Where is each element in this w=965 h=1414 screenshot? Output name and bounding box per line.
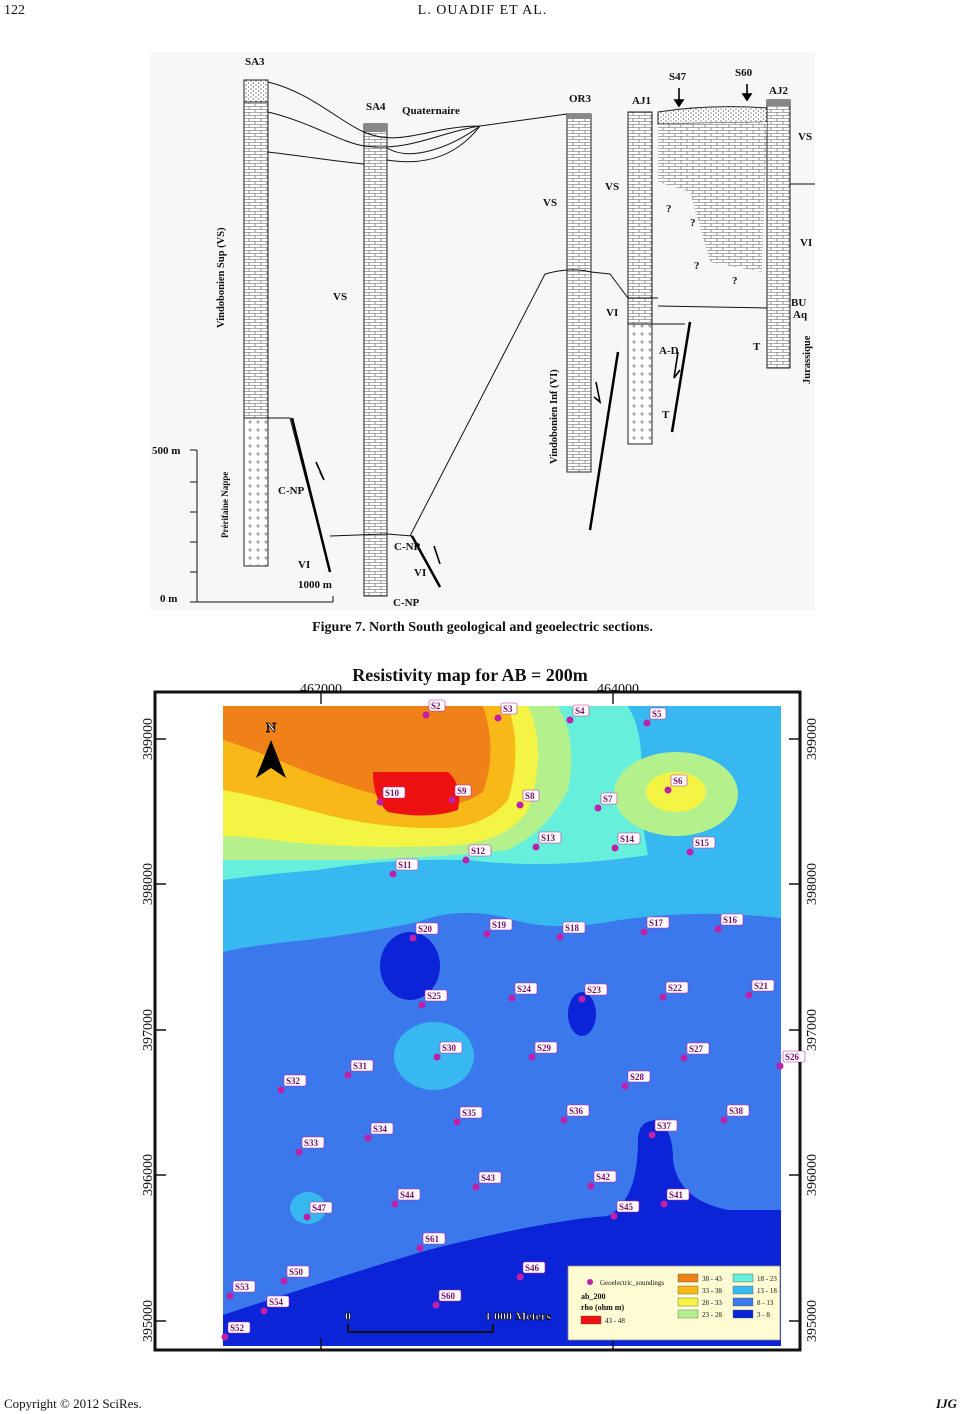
sounding-label: S20: [418, 924, 433, 934]
figure7-caption: Figure 7. North South geological and geoelectric sections.: [312, 620, 653, 635]
sounding-label: S6: [673, 776, 683, 786]
sounding-label: S42: [596, 1172, 611, 1182]
borehole-label-sa3: SA3: [245, 56, 265, 68]
sounding-point-icon: [434, 1054, 441, 1061]
label-prerifaine-nappe: Prérifaine Nappe: [220, 471, 230, 538]
sounding-point-icon: [595, 805, 602, 812]
question-3: ?: [694, 260, 700, 272]
resistivity-map: [128, 660, 818, 1358]
label-t-1: T: [662, 409, 670, 421]
sounding-point-icon: [417, 1245, 424, 1252]
borehole-label-s47: S47: [669, 71, 687, 83]
label-ad: A-D: [659, 345, 679, 357]
sounding-label: S10: [385, 788, 400, 798]
map-legend: [568, 1266, 780, 1340]
sounding-point-icon: [463, 857, 470, 864]
page-number: 122: [4, 3, 25, 18]
y-tick-right-399000: 399000: [805, 718, 820, 760]
legend-class-8: [733, 1310, 770, 1319]
sounding-label: S19: [492, 920, 507, 930]
sounding-point-icon: [296, 1149, 303, 1156]
sounding-label: S45: [619, 1202, 634, 1212]
sounding-point-icon: [281, 1278, 288, 1285]
question-1: ?: [666, 203, 672, 215]
legend-swatch: [733, 1286, 753, 1294]
sounding-point-icon: [390, 871, 397, 878]
sounding-label: S46: [525, 1263, 540, 1273]
sounding-label: S37: [657, 1121, 672, 1131]
sounding-point-icon: [687, 849, 694, 856]
sounding-label: S38: [729, 1106, 744, 1116]
borehole-aj2-column: [767, 100, 790, 368]
sounding-label: S4: [575, 706, 585, 716]
sounding-label: S9: [457, 786, 467, 796]
legend-swatch: [733, 1310, 753, 1318]
y-tick-right-398000: 398000: [805, 863, 820, 905]
legend-class-label: 23 - 28: [702, 1311, 722, 1319]
legend-swatch: [678, 1298, 698, 1306]
label-vi-3: VI: [606, 307, 619, 319]
y-tick-left-396000: 396000: [141, 1154, 156, 1196]
sounding-label: S50: [289, 1267, 304, 1277]
legend-swatch: [733, 1274, 753, 1282]
label-t-2: T: [753, 341, 761, 353]
sounding-label: S11: [398, 860, 412, 870]
sounding-point-icon: [410, 935, 417, 942]
sounding-point-icon: [641, 929, 648, 936]
sounding-label: S41: [669, 1190, 684, 1200]
sounding-label: S23: [587, 985, 602, 995]
legend-layer: ab_200: [581, 1292, 606, 1301]
y-tick-right-396000: 396000: [805, 1154, 820, 1196]
sounding-label: S26: [785, 1052, 800, 1062]
legend-class-label: 13 - 18: [757, 1287, 777, 1295]
sounding-label: S54: [269, 1297, 284, 1307]
sounding-point-icon: [612, 845, 619, 852]
sounding-point-icon: [622, 1083, 629, 1090]
label-cnp-2: C-NP: [394, 541, 421, 553]
sounding-label: S3: [503, 704, 513, 714]
sounding-label: S12: [471, 846, 486, 856]
question-4: ?: [732, 275, 738, 287]
sounding-label: S21: [754, 981, 769, 991]
sounding-point-icon: [681, 1055, 688, 1062]
label-vindobonien-sup: Vindobonien Sup (VS): [216, 227, 227, 328]
sounding-point-icon: [746, 992, 753, 999]
sounding-label: S30: [442, 1043, 457, 1053]
sounding-point-icon: [509, 995, 516, 1002]
sounding-point-icon: [579, 996, 586, 1003]
sounding-point-icon: [649, 1132, 656, 1139]
sounding-label: S52: [230, 1323, 245, 1333]
journal-abbrev: IJG: [936, 1396, 957, 1411]
sounding-point-icon: [567, 717, 574, 724]
sounding-label: S5: [652, 709, 662, 719]
sounding-label: S28: [630, 1072, 645, 1082]
sounding-point-icon: [423, 712, 430, 719]
sounding-point-icon: [517, 1274, 524, 1281]
sounding-point-icon: [644, 720, 651, 727]
y-tick-left-398000: 398000: [141, 863, 156, 905]
sounding-point-icon: [529, 1054, 536, 1061]
label-vs-1: VS: [333, 291, 348, 303]
sounding-label: S27: [689, 1044, 704, 1054]
sounding-point-icon: [533, 844, 540, 851]
sounding-point-icon: [661, 1201, 668, 1208]
label-vi-1: VI: [298, 559, 311, 571]
legend-class-label: 28 - 33: [702, 1299, 722, 1307]
sounding-label: S44: [400, 1190, 415, 1200]
sounding-point-icon: [588, 1183, 595, 1190]
sounding-point-icon: [304, 1214, 311, 1221]
sounding-point-icon: [473, 1184, 480, 1191]
label-vi-2: VI: [414, 567, 427, 579]
y-tick-right-395000: 395000: [805, 1300, 820, 1342]
y-tick-left-395000: 395000: [141, 1300, 156, 1342]
y-tick-right-397000: 397000: [805, 1009, 820, 1051]
sounding-label: S18: [565, 923, 580, 933]
sounding-label: S36: [569, 1106, 584, 1116]
sounding-point-icon: [495, 715, 502, 722]
sounding-point-icon: [721, 1117, 728, 1124]
geological-section-figure: [150, 52, 815, 610]
sounding-label: S32: [286, 1076, 301, 1086]
sounding-point-icon: [715, 926, 722, 933]
borehole-label-s60: S60: [735, 67, 753, 79]
borehole-or3-column: [567, 114, 591, 472]
sounding-label: S61: [425, 1234, 440, 1244]
sounding-point-icon: [392, 1201, 399, 1208]
legend-class-label: 8 - 13: [757, 1299, 774, 1307]
sounding-label: S16: [723, 915, 738, 925]
sounding-point-icon: [777, 1063, 784, 1070]
sounding-label: S34: [373, 1124, 388, 1134]
sounding-point-icon: [454, 1119, 461, 1126]
scalebar-end: 1 000 Meters: [485, 1309, 551, 1323]
label-bu: BU: [791, 297, 807, 309]
sounding-label: S15: [695, 838, 710, 848]
legend-class-label: 38 - 43: [702, 1275, 722, 1283]
sounding-point-icon: [222, 1334, 229, 1341]
running-title: L. OUADIF ET AL.: [417, 3, 548, 18]
y-tick-left-397000: 397000: [141, 1009, 156, 1051]
legend-field: rho (ohm m): [581, 1303, 625, 1312]
x-tick-464000: 464000: [597, 682, 639, 697]
copyright-text: Copyright © 2012 SciRes.: [4, 1396, 142, 1411]
sounding-point-icon: [365, 1135, 372, 1142]
scale-0m: 0 m: [160, 593, 178, 605]
sounding-label: S31: [353, 1061, 368, 1071]
borehole-label-or3: OR3: [569, 93, 591, 105]
sounding-point-icon: [227, 1293, 234, 1300]
sounding-point-icon: [261, 1308, 268, 1315]
sounding-point-icon: [611, 1213, 618, 1220]
borehole-label-sa4: SA4: [366, 101, 386, 113]
legend-swatch: [733, 1298, 753, 1306]
sounding-label: S2: [431, 701, 441, 711]
x-tick-462000: 462000: [300, 682, 342, 697]
borehole-label-aj2: AJ2: [769, 85, 788, 97]
sounding-point-icon: [449, 797, 456, 804]
sounding-label: S60: [441, 1291, 456, 1301]
sounding-point-icon: [517, 802, 524, 809]
sounding-label: S53: [235, 1282, 250, 1292]
resistivity-zones: [223, 706, 781, 1346]
sounding-label: S7: [603, 794, 613, 804]
scalebar-zero: 0: [345, 1309, 351, 1323]
sounding-point-icon: [419, 1002, 426, 1009]
map-title: Resistivity map for AB = 200m: [352, 665, 588, 685]
label-cnp-3: C-NP: [393, 597, 420, 609]
legend-class-label: 3 - 8: [757, 1311, 770, 1319]
label-cnp-1: C-NP: [278, 485, 305, 497]
sounding-point-icon: [278, 1087, 285, 1094]
sounding-label: S14: [620, 834, 635, 844]
legend-class-label: 33 - 38: [702, 1287, 722, 1295]
legend-swatch: [678, 1274, 698, 1282]
scale-500m: 500 m: [152, 445, 181, 457]
sounding-label: S29: [537, 1043, 552, 1053]
legend-swatch: [678, 1286, 698, 1294]
sounding-point-icon: [561, 1117, 568, 1124]
borehole-sa4-column: [364, 124, 387, 596]
borehole-label-aj1: AJ1: [632, 95, 651, 107]
scale-1000m: 1000 m: [298, 579, 332, 591]
label-quaternaire: Quaternaire: [402, 105, 460, 117]
sounding-point-icon: [345, 1072, 352, 1079]
sounding-label: S47: [312, 1203, 327, 1213]
sounding-point-icon: [377, 799, 384, 806]
label-vindobonien-inf: Vindobonien Inf (VI): [549, 369, 560, 464]
sounding-point-icon: [433, 1302, 440, 1309]
label-vs-3: VS: [605, 181, 620, 193]
label-vs-4: VS: [798, 131, 813, 143]
sounding-label: S35: [462, 1108, 477, 1118]
question-2: ?: [690, 217, 696, 229]
legend-class-label: 43 - 48: [605, 1317, 625, 1325]
sounding-label: S24: [517, 984, 532, 994]
label-aq: Aq: [793, 309, 808, 321]
sounding-label: S25: [427, 991, 442, 1001]
legend-points-label: Geoelectric_soundings: [600, 1279, 665, 1287]
sounding-point-icon: [557, 934, 564, 941]
y-tick-left-399000: 399000: [141, 718, 156, 760]
label-vi-4: VI: [800, 237, 813, 249]
sounding-label: S13: [541, 833, 556, 843]
sounding-label: S33: [304, 1138, 319, 1148]
sounding-point-icon: [660, 994, 667, 1001]
sounding-label: S17: [649, 918, 664, 928]
sounding-label: S43: [481, 1173, 496, 1183]
label-jurassique: Jurassique: [802, 335, 813, 384]
legend-swatch: [581, 1316, 601, 1324]
sounding-point-icon: [665, 787, 672, 794]
sounding-label: S22: [668, 983, 683, 993]
sounding-point-icon: [484, 931, 491, 938]
legend-swatch: [678, 1310, 698, 1318]
legend-class-label: 18 - 23: [757, 1275, 777, 1283]
sounding-label: S8: [525, 791, 535, 801]
label-vs-2: VS: [543, 197, 558, 209]
north-label: N: [265, 721, 277, 736]
